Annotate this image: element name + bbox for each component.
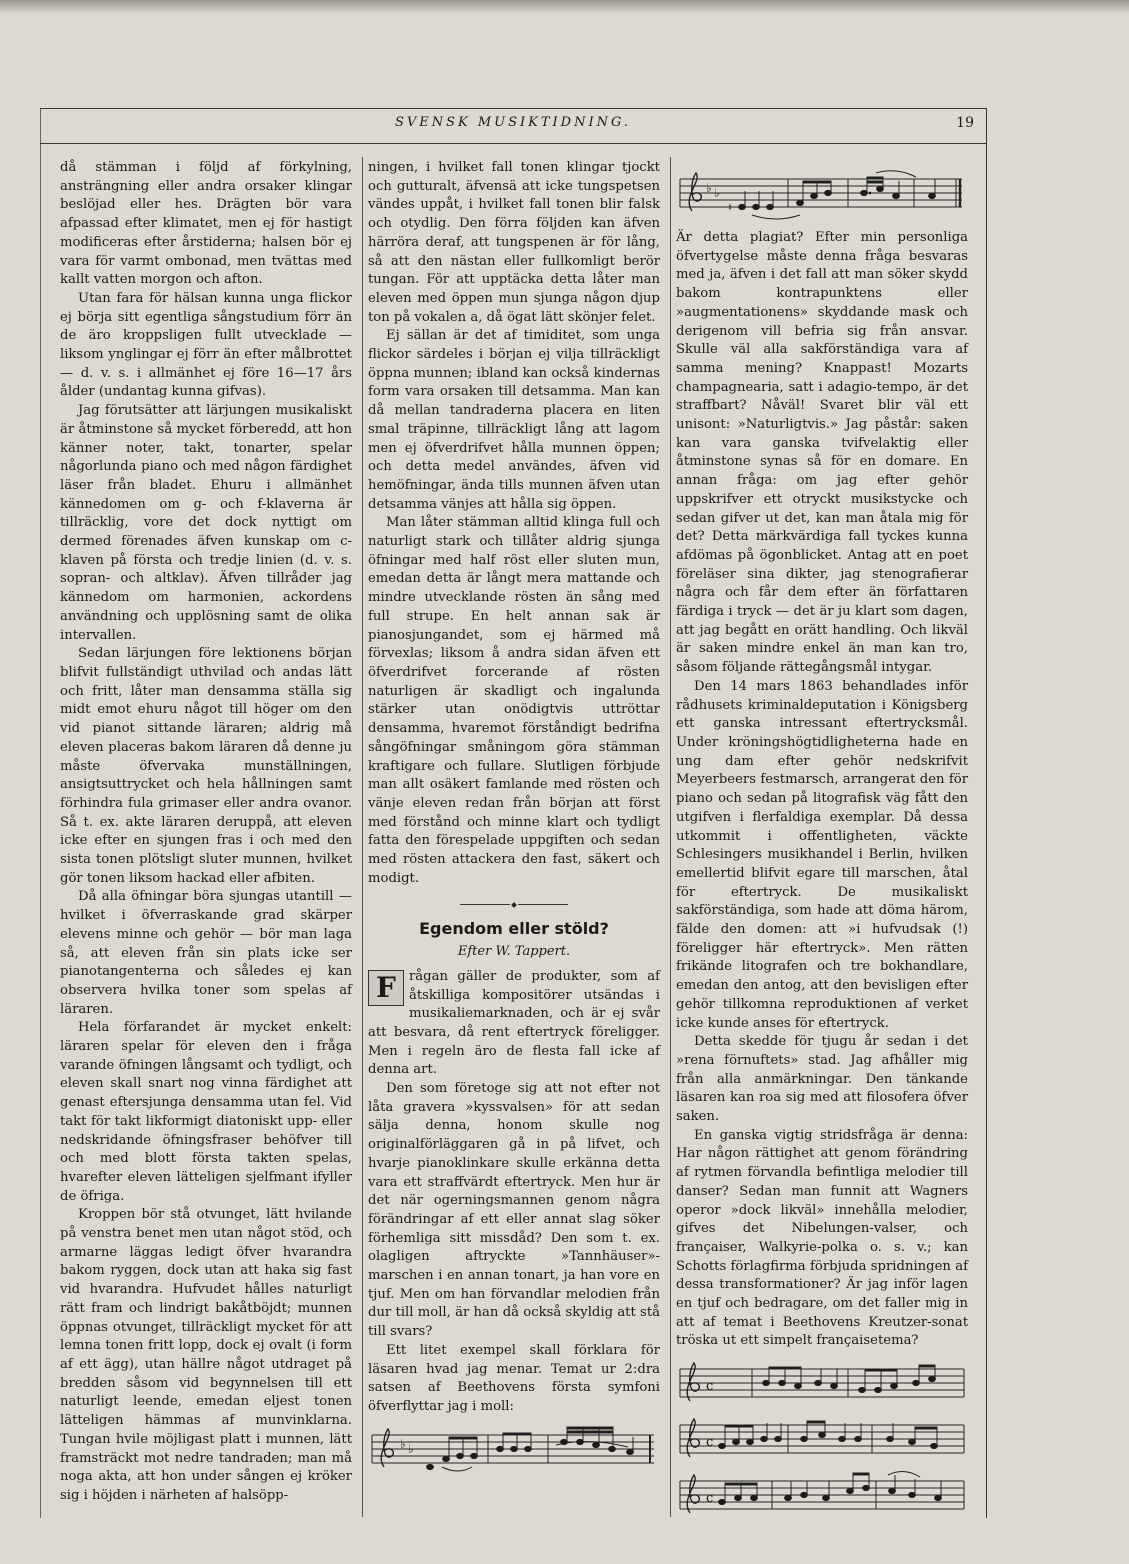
column-rule-2 <box>670 157 671 1517</box>
svg-text:♮: ♮ <box>728 201 732 214</box>
paragraph: Den 14 mars 1863 behandlades inför rådhusets kriminaldeputation i Königsberg ett ganska intressant eftertrycksmål. Under kröningshögtidligheterna hade en ung dam efter gehör nedskrifvit Meyerbeers festmarsch, arrangerat den för piano och sedan på litografisk väg fått den utgifven i flerfaldiga exemplar. Då dessa utkommit i offentligheten, väckte Schlesingers musikhandel i Berlin, hvilken emellertid blifvit egare till marschen, åtal för eftertryck. De musikaliskt sakförständiga, som hade att döma härom, fälde den domen: att »i hufvudsak (!) föreligger här eftertryck». Men rätten frikände litografen och tre bokhandlare, emedan den antog, att den bevisligen efter gehör tillkomna reproduktionen af verket icke kunde anses för eftertryck. <box>676 678 968 1031</box>
paragraph-text: rågan gäller de produkter, som af åtskilliga kompositörer utsändas i musikaliemarknaden, och är ej svår att besvara, då rent eftertryck föreligger. Men i regeln äro de flesta fall icke af denna art. <box>368 968 660 1078</box>
paragraph: Är detta plagiat? Efter min personliga öfvertygelse måste denna fråga besvaras med ja, äfven i det fall att man söker skydd bakom kontrapunktens eller »augmentationens» skyddande mask och derigenom vill befria sig från ansvar. Skulle väl alla sakförständiga vara af samma mening? Knappast! Mozarts champagnearia, satt i adagio-tempo, är det straffbart? Nåväl! Svaret blir väl ett unisont: »Naturligtvis.» Jag påstår: saken kan vara ganska tvifvelaktig eller åtminstone synas så för en domare. En annan fråga: om jag efter gehör uppskrifver ett otryckt musikstycke och sedan gifver ut det, kan man åtala mig för det? Detta märkvärdiga fall tyckes kunna afdömas på ögonblicket. Antag att en poet föreläser sina dikter, jag stenografierar några och får dem efter än författaren färdiga i tryck — det är ju klart som dagen, att jag begått en orätt handling. Och likväl är saken mindre enkel än man kan tro, såsom följande rättegångsmål intygar. <box>676 230 968 676</box>
svg-text:c: c <box>706 1491 714 1507</box>
paragraph: Sedan lärjungen före lektionens början blifvit fullständigt uthvilad och andas lätt och fritt, låter man densamma ställa sig midt emot ehuru något till höger om den vid pianot sittande läraren; aldrig må eleven placeras bakom läraren då denne ju måste öfvervaka munställningen, ansigtsuttrycket och hela hållningen samt förhindra fula grimaser eller andra ovanor. Så t. ex. akte läraren deruppå, att eleven icke efter en sjungen fras i och med den sista tonen plötsligt sluter munnen, hvilket gör tonen liksom hackad eller afbiten. <box>60 646 352 886</box>
music-example-original-theme <box>676 165 968 223</box>
header-rule <box>40 143 986 144</box>
svg-text:♭: ♭ <box>408 1441 414 1456</box>
paragraph: Man låter stämman alltid klinga full och naturligt stark och tillåter aldrig sjunga öfningar med half röst eller sluten mun, emedan detta är långt mera mattande och mindre utvecklande rösten än sång med full strupe. En helt annan sak är pianosjungandet, som ej härmed må förvexlas; liksom å andra sidan äfven ett öfverdrifvet forcerande af rösten naturligen är skadligt och ingalunda stärker utan onödigtvis uttröttar densamma, hvaremot förståndigt bedrifna sångöfningar småningom göra stämman kraftigare och fullare. Slutligen förbjude man allt osäkert famlande med rösten och vänje eleven redan från början att först med förstånd och minne klart och tydligt fatta den förespelade uppgiften och sedan med rösten attackera den fast, säkert och modigt. <box>368 515 660 886</box>
journal-title: SVENSK MUSIKTIDNING. <box>394 115 632 130</box>
scan-edge <box>0 0 1129 14</box>
paragraph <box>368 968 660 1080</box>
column-3 <box>676 159 968 1533</box>
paragraph: Ej sällan är det af timiditet, som unga flickor särdeles i början ej vilja tillräckligt öppna munnen; ibland kan också kindernas form vara orsaken till detsamma. Man kan då mellan tandraderna placera en liten smal träpinne, tillräckligt lång att lagom men ej öfverdrifvet hålla munnen öppen; och detta medel användes, äfven vid hemöfningar, ända tills munnen äfven utan detsamma vänjes att hålla sig öppen. <box>368 328 660 512</box>
page-number: 19 <box>956 115 974 131</box>
paragraph: Ett litet exempel skall förklara för läsaren hvad jag menar. Temat ur 2:dra satsen af Beethovens första symfoni öfverflyttar jag i moll: <box>368 1342 660 1414</box>
running-header <box>40 115 986 143</box>
svg-text:♭: ♭ <box>706 181 712 195</box>
paragraph: Utan fara för hälsan kunna unga flickor ej börja sitt egentliga sångstudium förr än de äro kroppsligen fullt utvecklade — liksom ynglingar ej förr än efter målbrottet — d. v. s. i allmänhet ej före 16—17 års ålder (undantag kunna gifvas). <box>60 290 352 400</box>
column-2 <box>368 159 660 1485</box>
page-border-right <box>986 108 987 1518</box>
paragraph: Kroppen bör stå otvunget, lätt hvilande på venstra benet men utan något stöd, och armarne läggas ledigt öfver hvarandra bakom ryggen, dock utan att haka sig fast vid hvarandra. Hufvudet hålles naturligt rätt fram och lindrigt bakåtböjdt; munnen öppnas otvunget, tillräckligt mycket för att lemna tonen fritt lopp, dock ej ovalt (i form af ett ägg), utan hällre något utdraget på bredden såsom vid begynnelsen till ett naturligt leende, emedan eljest tonen lätteligen hämmas af munvinklarna. Tungan hvile möjligast platt i munnen, lätt framsträckt mot nedre tandraden; man må noga akta, att hon under sången ej kröker sig i höjden i närheten af halsöpp- <box>60 1207 352 1503</box>
article-byline: Efter W. Tappert. <box>457 944 571 960</box>
paragraph: Den som företoge sig att not efter not låta gravera »kyssvalsen» för att sedan sälja denna, honom skulle nog originalförläggaren gå in på lifvet, och hvarje pianoklinkare skulle erkänna detta vara ett straffvärdt eftertryck. Men hur är det när ogerningsmannen genom några förändringar af ett eller annat slag söker förhemliga sitt missdåd? Den som t. ex. olagligen aftryckte »Tannhäuser»-marschen i en annan tonart, ja han vore en tjuf. Men om han förvandlar melodien från dur till moll, är han då också skyldig att stå till svars? <box>368 1081 660 1340</box>
paragraph: Jag förutsätter att lärjungen musikaliskt är åtminstone så mycket förberedd, att hon känner noter, takt, tonarter, spelar någorlunda piano och med någon färdighet läser från bladet. Ehuru i allmänhet kännedomen om g- och f-klaverna är tillräcklig, vore det dock nyttigt om dermed förenades äfven kunskap om c-klaven på första och tredje linien (d. v. s. sopran- och altklav). Äfven tillråder jag kännedom om harmonien, ackordens användning och upplösning samt de olika intervallen. <box>60 403 352 643</box>
article-title: Egendom eller stöld? <box>419 919 609 939</box>
paragraph: Då alla öfningar böra sjungas utantill — hvilket i öfverraskande grad skärper elevens minne och gehör — bör man laga så, att eleven från sin plats icke ser pianotangenterna och således ej kan observera hvilka toner som spelas af läraren. <box>60 889 352 1017</box>
paragraph: Hela förfarandet är mycket enkelt: läraren spelar för eleven den i fråga varande öfningen långsamt och tydligt, och eleven skall snart nog vinna färdighet att genast eftersjunga densamma utan fel. Vid takt för takt likformigt diatoniskt upp- eller nedskridande öfningsfraser behöfver till och med blott första takten spelas, hvarefter eleven lätteligen sjelfmant ifyller de öfriga. <box>60 1020 352 1204</box>
section-separator <box>368 896 660 906</box>
drop-cap: F <box>368 970 404 1006</box>
column-rule-1 <box>362 157 363 1517</box>
music-example-kreutzer <box>676 1357 968 1527</box>
journal-page <box>40 108 986 1519</box>
paragraph: Detta skedde för tjugu år sedan i det »rena förnuftets» stad. Jag afhåller mig från alla anmärkningar. Den tänkande läsaren kan roa sig med att filosofera öfver saken. <box>676 1034 968 1125</box>
music-example-beethoven-minor <box>368 1423 660 1479</box>
svg-text:c: c <box>706 1435 714 1451</box>
paragraph: då stämman i följd af förkylning, ansträngning eller andra orsaker klingar beslöjad eller hes. Drägten bör vara afpassad efter klimatet, men ej för hastigt modificeras efter årstiderna; halsen bör ej vara för varmt ombonad, men tvättas med kallt vatten morgon och afton. <box>60 160 352 288</box>
svg-text:♭: ♭ <box>714 186 720 200</box>
paragraph: ningen, i hvilket fall tonen klingar tjockt och gutturalt, äfvensä att icke tungspetsen vändes uppåt, i hvilket fall tonen blir falsk och otydlig. Den förra följden kan äfven härröra deraf, att tungspenen är för lång, så att den nästan eller fullkomligt berör tungan. För att upptäcka detta låter man eleven med öppen mun sjunga någon djup ton på vokalen a, då ögat lätt skönjer felet. <box>368 160 660 325</box>
column-1 <box>60 159 352 1506</box>
svg-text:♭: ♭ <box>400 1436 406 1451</box>
paragraph: En ganska vigtig stridsfråga är denna: Har någon rättighet att genom förändring af rytmen förvandla befintliga melodier till danser? Sedan man funnit att Wagners operor »dock likväl» innehålla melodier, gifves det Nibelungen-valser, och françaiser, Walkyrie-polka o. s. v.; kan Schotts förlagfirma förbjuda spridningen af dessa transformationer? Är jag inför lagen en tjuf och bedragare, om det faller mig in att af temat i Beethovens Kreutzer-sonat tröska ut ett simpelt françaisetema? <box>676 1127 968 1349</box>
svg-text:c: c <box>706 1379 714 1395</box>
